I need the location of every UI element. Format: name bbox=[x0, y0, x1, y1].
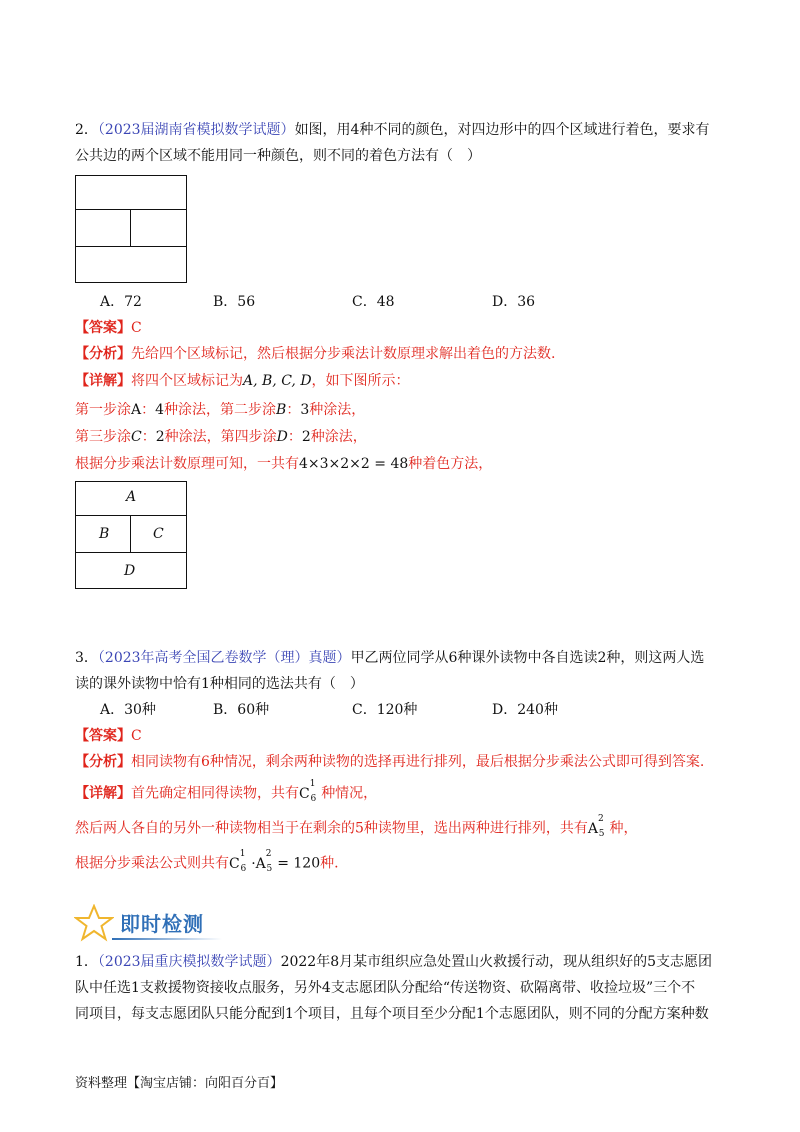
q2-figure-line bbox=[76, 246, 186, 247]
q3-answer-value: C bbox=[131, 728, 142, 744]
combination-c61: $C^1_6$ bbox=[299, 779, 317, 805]
q2-detail-2-num2: 3 bbox=[300, 402, 310, 418]
q2-option-b[interactable]: B．56 bbox=[213, 294, 256, 310]
q2-labeled-figure bbox=[75, 481, 187, 589]
q2-detail-3-var2: D bbox=[276, 429, 288, 445]
q2-answer-value: C bbox=[131, 320, 142, 336]
region-a-label: A bbox=[126, 489, 137, 505]
q2-answer bbox=[75, 318, 142, 338]
q2-answer-tag: 【答案】 bbox=[75, 320, 131, 336]
q2-labeled-figure-line bbox=[130, 515, 131, 552]
q2-detail-2-d: ： bbox=[286, 402, 301, 418]
q2-stem-1: 如图，用4种不同的颜色，对四边形中的四个区域进行着色，要求有 bbox=[294, 122, 710, 138]
q3-detail-2-pre: 然后两人各自的另外一种读物相当于在剩余的5种读物里，选出两种进行排列，共有 bbox=[75, 820, 588, 837]
q2-stem-2: 公共边的两个区域不能用同一种颜色，则不同的着色方法有（ ） bbox=[75, 148, 481, 164]
q3-analysis-tag: 【分析】 bbox=[75, 754, 131, 770]
section-underline bbox=[112, 938, 222, 940]
q2-detail-1-math: A, B, C, D bbox=[243, 373, 312, 389]
q2-analysis-text: 先给四个区域标记，然后根据分步乘法计数原理求解出着色的方法数. bbox=[131, 346, 556, 362]
q1-line1 bbox=[75, 952, 712, 972]
q1-stem-1: 2022年8月某市组织应急处置山火救援行动，现从组织好的5支志愿团 bbox=[280, 954, 713, 970]
arrangement-a52: $A^2_5$ bbox=[587, 814, 605, 840]
q2-option-a[interactable]: A．72 bbox=[100, 294, 142, 310]
q2-detail-3 bbox=[75, 427, 367, 447]
q2-detail-tag: 【详解】 bbox=[75, 373, 131, 389]
q2-detail-2 bbox=[75, 400, 365, 420]
q2-detail-2-c: 种涂法，第二步涂 bbox=[164, 402, 277, 418]
q3-stem-1: 甲乙两位同学从6种课外读物中各自选读2种，则这两人选 bbox=[350, 650, 705, 666]
q2-detail-2-e: 种涂法， bbox=[309, 402, 366, 418]
q2-labeled-figure-line bbox=[76, 552, 186, 553]
q3-line1 bbox=[75, 648, 704, 668]
star-icon bbox=[74, 904, 114, 942]
q3-source: （2023年高考全国乙卷数学（理）真题） bbox=[97, 650, 351, 666]
q3-detail-tag: 【详解】 bbox=[75, 785, 131, 802]
q2-option-d[interactable]: D．36 bbox=[492, 294, 536, 310]
q2-detail-2-var2: B bbox=[276, 402, 287, 418]
q2-line2 bbox=[75, 146, 481, 166]
q1-number: 1． bbox=[75, 954, 98, 970]
q2-detail-3-b: ： bbox=[141, 429, 156, 445]
q3-detail-2-post: 种， bbox=[609, 820, 638, 837]
q3-analysis-text: 相同读物有6种情况，剩余两种读物的选择再进行排列，最后根据分步乘法公式即可得到答案. bbox=[131, 754, 705, 770]
q3-option-c[interactable]: C．120种 bbox=[352, 702, 418, 718]
q2-analysis-tag: 【分析】 bbox=[75, 346, 131, 362]
q3-detail-3-pre: 根据分步乘法公式则共有 bbox=[75, 855, 229, 872]
q1-line3 bbox=[75, 1004, 709, 1024]
q1-source: （2023届重庆模拟数学试题） bbox=[97, 954, 281, 970]
q2-detail-1-pre: 将四个区域标记为 bbox=[131, 373, 243, 389]
combination-c61-times-a52: $C^1_6 \cdot A^2_5$ bbox=[229, 849, 273, 875]
q2-labeled-figure-line bbox=[76, 515, 186, 516]
q2-detail-4-pre: 根据分步乘法计数原理可知，一共有 bbox=[75, 456, 299, 472]
q3-answer-tag: 【答案】 bbox=[75, 728, 131, 744]
region-d-label: D bbox=[124, 563, 136, 579]
q3-detail-3-post: 种. bbox=[320, 855, 339, 872]
q2-detail-2-b: ： bbox=[141, 402, 156, 418]
q2-detail-3-num2: 2 bbox=[301, 429, 311, 445]
q1-stem-2: 队中任选1支救援物资接收点服务，另外4支志愿团队分配给“传送物资、砍隔离带、收捡垃圾”三个不 bbox=[75, 980, 696, 996]
q2-number: 2． bbox=[75, 122, 98, 138]
q3-line2 bbox=[75, 674, 364, 694]
q3-detail-1-pre: 首先确定相同得读物，共有 bbox=[131, 785, 299, 802]
q2-figure bbox=[75, 175, 187, 283]
q2-line1 bbox=[75, 120, 709, 140]
q2-detail-4 bbox=[75, 454, 492, 474]
footer-note: 资料整理【淘宝店铺：向阳百分百】 bbox=[75, 1076, 284, 1091]
q2-detail-3-a: 第三步涂 bbox=[75, 429, 131, 445]
q3-detail-3-math: = 120 bbox=[277, 855, 321, 872]
region-c-label: C bbox=[153, 526, 164, 542]
section-title: 即时检测 bbox=[120, 912, 204, 936]
q2-source: （2023届湖南省模拟数学试题） bbox=[97, 122, 295, 138]
q2-detail-2-a: 第一步涂 bbox=[75, 402, 131, 418]
q2-detail-3-e: 种涂法， bbox=[310, 429, 367, 445]
q2-detail-3-c: 种涂法，第四步涂 bbox=[164, 429, 277, 445]
q1-stem-3: 同项目，每支志愿团队只能分配到1个项目，且每个项目至少分配1个志愿团队，则不同的分配方案种数 bbox=[75, 1006, 709, 1022]
q2-detail-2-num1: 4 bbox=[155, 402, 165, 418]
q3-option-d[interactable]: D．240种 bbox=[492, 702, 558, 718]
q2-detail-1-post: ，如下图所示： bbox=[311, 373, 410, 389]
q2-detail-3-num1: 2 bbox=[155, 429, 165, 445]
q2-detail-4-post: 种着色方法， bbox=[408, 456, 493, 472]
q3-number: 3． bbox=[75, 650, 98, 666]
q2-figure-line bbox=[130, 209, 131, 246]
q3-stem-2: 读的课外读物中恰有1种相同的选法共有（ ） bbox=[75, 676, 364, 692]
q2-detail-1 bbox=[75, 371, 410, 391]
q2-detail-4-math: 4×3×2×2 = 48 bbox=[299, 456, 409, 472]
q3-detail-2 bbox=[75, 815, 638, 844]
q3-detail-3 bbox=[75, 850, 339, 879]
q2-option-c[interactable]: C．48 bbox=[352, 294, 395, 310]
q3-option-b[interactable]: B．60种 bbox=[213, 702, 270, 718]
q3-analysis bbox=[75, 752, 704, 772]
q2-detail-3-d: ： bbox=[287, 429, 302, 445]
q2-figure-line bbox=[76, 209, 186, 210]
q3-answer bbox=[75, 726, 142, 746]
q2-detail-3-var1: C bbox=[131, 429, 142, 445]
q2-detail-2-var1: A bbox=[131, 402, 142, 418]
q3-option-a[interactable]: A．30种 bbox=[100, 702, 156, 718]
q2-analysis bbox=[75, 344, 555, 364]
q3-detail-1 bbox=[75, 780, 377, 809]
q1-line2 bbox=[75, 978, 695, 998]
region-b-label: B bbox=[99, 526, 110, 542]
q3-detail-1-post: 种情况， bbox=[321, 785, 378, 802]
